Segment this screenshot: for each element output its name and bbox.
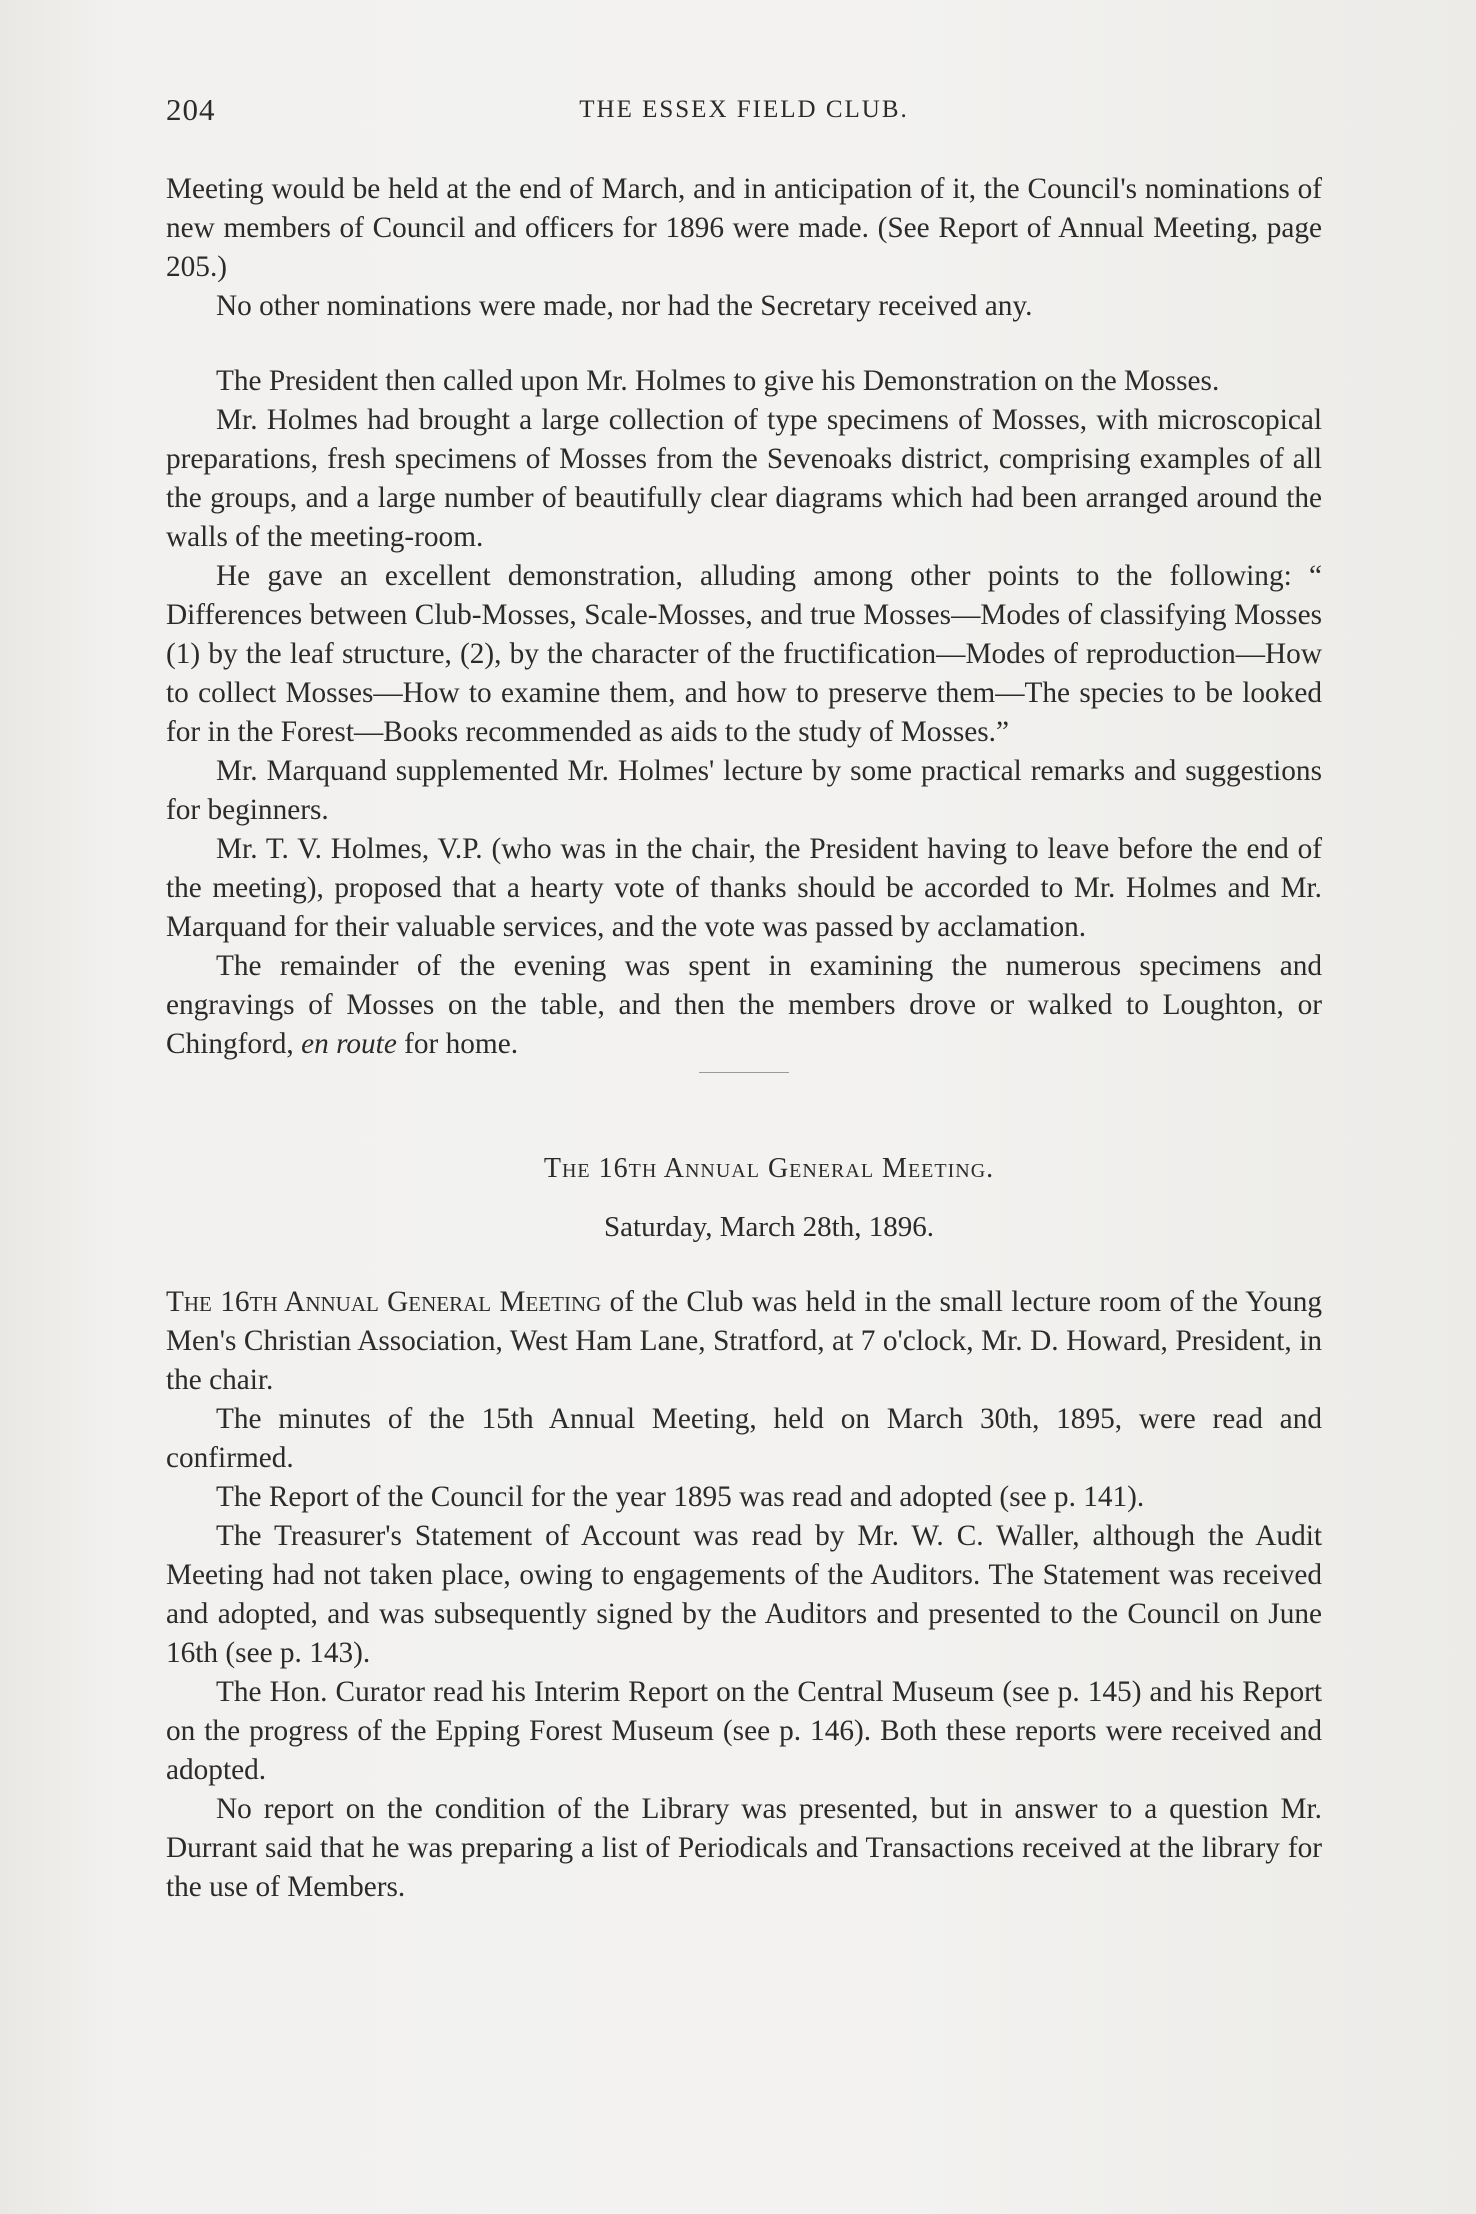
paragraph: The minutes of the 15th Annual Meeting, held on March 30th, 1895, were read and confirmed.	[166, 1403, 1322, 1474]
spacer	[166, 1188, 1322, 1208]
paragraph: The President then called upon Mr. Holmes to give his Demonstration on the Mosses.	[216, 365, 1220, 397]
meeting-date: Saturday, March 28th, 1896.	[604, 1211, 934, 1243]
body-text	[166, 170, 1322, 1907]
paragraph: Mr. T. V. Holmes, V.P. (who was in the chair, the President having to leave before the end of the meeting), proposed that a hearty vote of thanks should be accorded to Mr. Holmes and Mr. Marquand for their valuable services, and the vote was passed by acclamation.	[166, 833, 1322, 943]
paragraph-continued: Meeting would be held at the end of March, and in anticipation of it, the Council's nominations of new members of Council and officers for 1896 were made. (See Report of Annual Meeting, page 205.)	[166, 173, 1322, 283]
paragraph: No other nominations were made, nor had the Secretary received any.	[216, 290, 1033, 322]
paragraph: He gave an excellent demonstration, alluding among other points to the following: “ Differences between Club-Mosses, Scale-Mosses, and true Mosses—Modes of classifying Mosses (1) by the leaf structure, (2), by the character of the fructification—Modes of reproduction—How to collect Mosses—How to examine them, and how to preserve them—The species to be looked for in the Forest—Books recommended as aids to the study of Mosses.”	[166, 560, 1322, 748]
running-head: THE ESSEX FIELD CLUB.	[579, 96, 909, 123]
paragraph: Mr. Holmes had brought a large collection of type specimens of Mosses, with microscopical preparations, fresh specimens of Mosses from the Sevenoaks district, comprising examples of all the groups, and a large number of beautifully clear diagrams which had been arranged around the walls of the meeting-room.	[166, 404, 1322, 553]
paragraph: Mr. Marquand supplemented Mr. Holmes' lecture by some practical remarks and suggestions for beginners.	[166, 755, 1322, 826]
section-heading: The 16th Annual General Meeting.	[543, 1153, 995, 1184]
paragraph: The Hon. Curator read his Interim Report on the Central Museum (see p. 145) and his Report on the progress of the Epping Forest Museum (see p. 146). Both these reports were received and adopted.	[166, 1676, 1322, 1786]
lead-in: The 16th Annual General Meeting	[166, 1286, 602, 1318]
spacer	[166, 326, 1322, 362]
paragraph: No report on the condition of the Library was presented, but in answer to a question Mr. Durrant said that he was preparing a list of Periodicals and Transactions received at the library for the use of Members.	[166, 1793, 1322, 1903]
paragraph: The Treasurer's Statement of Account was read by Mr. W. C. Waller, although the Audit Meeting had not taken place, owing to engagements of the Auditors. The Statement was received and adopted, and was subsequently signed by the Auditors and presented to the Council on June 16th (see p. 143).	[166, 1520, 1322, 1669]
text-run: for home.	[396, 1028, 519, 1060]
page-number: 204	[166, 92, 216, 127]
page-header	[166, 92, 1322, 132]
paragraph: The Report of the Council for the year 1895 was read and adopted (see p. 141).	[216, 1481, 1145, 1513]
text-run: The remainder of the evening was spent in examining the numerous specimens and engravings of Mosses on the table, and then the members drove or walked to Loughton, or Chingford,	[166, 950, 1322, 1060]
paragraph	[166, 1283, 1322, 1400]
italic-phrase: en route	[301, 1028, 397, 1060]
spacer	[166, 1247, 1322, 1283]
paragraph	[166, 947, 1322, 1064]
text-run: of the Club was held in the small lecture room of the Young Men's Christian Association, West Ham Lane, Stratford, at 7 o'clock, Mr. D. Howard, President, in the chair.	[166, 1286, 1323, 1396]
spacer	[166, 1073, 1322, 1149]
